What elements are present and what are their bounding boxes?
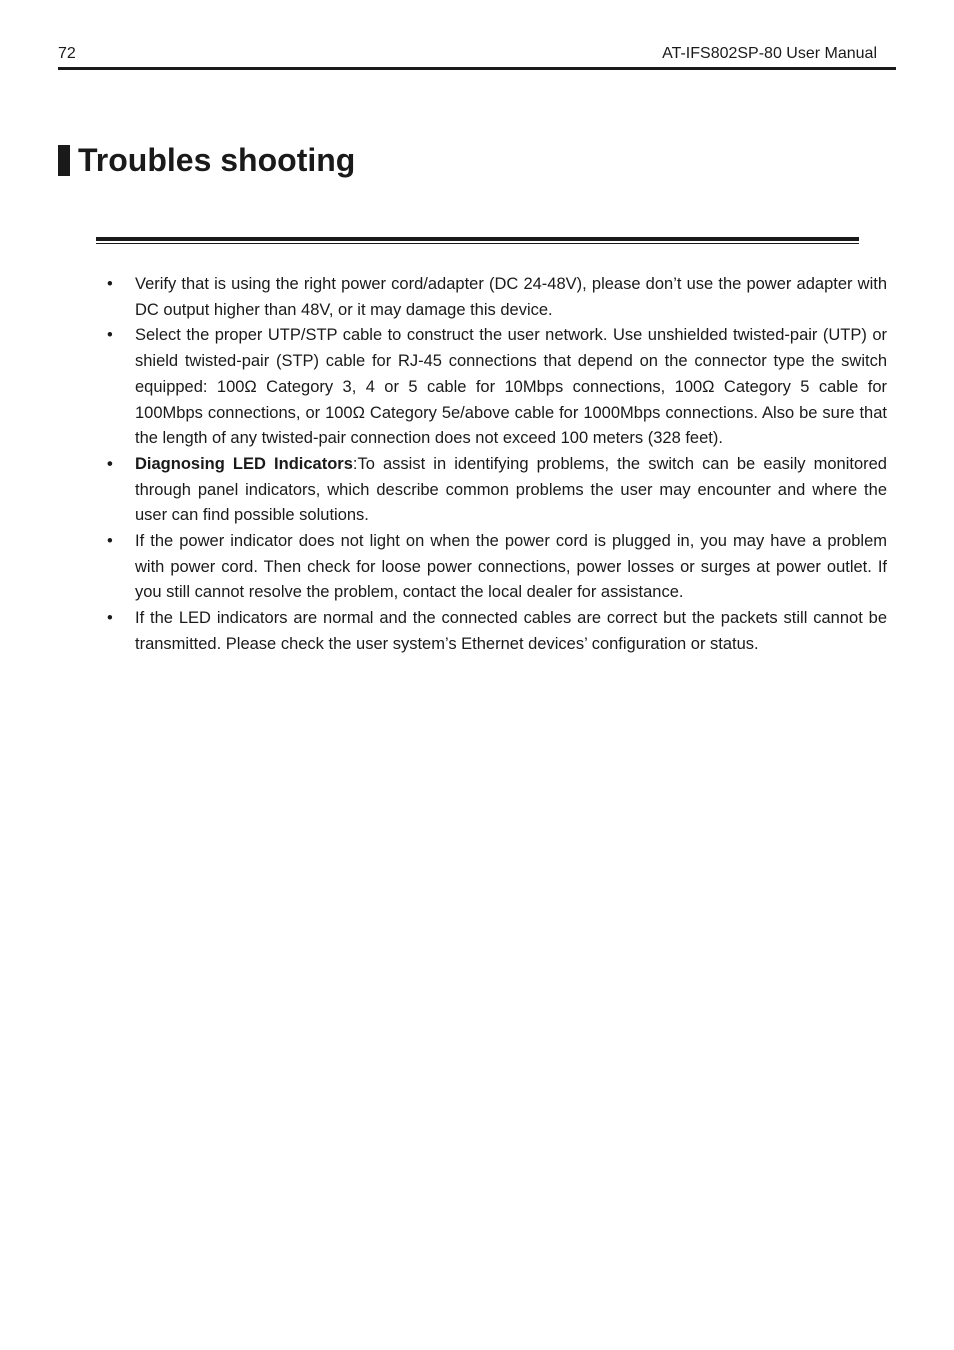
section-rule-thick <box>96 237 859 241</box>
bullet-marker: • <box>107 275 113 293</box>
list-item-text: Select the proper UTP/STP cable to construct the user network. Use unshielded twisted-pair (UTP) or shield twisted-pair (STP) cable for RJ-45 connections that depend on the connector type the switch equipped: 100Ω Category 3, 4 or 5 cable for 10Mbps connections, 100Ω Category 5 cable for 100Mbps connections, or 100Ω Category 5e/above cable for 1000Mbps connections. Also be sure that the length of any twisted-pair connection does not exceed 100 meters (328 feet). <box>135 326 887 448</box>
list-item-text: If the power indicator does not light on when the power cord is plugged in, you may have a problem with power cord. Then check for loose power connections, power losses or surges at power outlet. If you still cannot resolve the problem, contact the local dealer for assistance. <box>135 532 887 602</box>
list-item-lead: Diagnosing LED Indicators <box>135 454 353 473</box>
list-item <box>107 606 887 657</box>
list-item <box>107 529 887 606</box>
list-item <box>107 323 887 452</box>
section-rule-thin <box>96 243 859 244</box>
bullet-marker: • <box>107 326 113 345</box>
page-number: 72 <box>58 45 76 62</box>
troubleshooting-list <box>107 272 887 658</box>
bullet-marker: • <box>107 532 113 551</box>
list-item-text: :To assist in identifying problems, the switch can be easily monitored through panel indicators, which describe common problems the user may encounter and where the user can find possible solutions. <box>135 454 887 525</box>
section-title: Troubles shooting <box>78 142 356 178</box>
list-item <box>107 452 887 529</box>
manual-title: AT-IFS802SP-80 User Manual <box>662 45 877 62</box>
bullet-marker: • <box>107 609 113 628</box>
bullet-marker: • <box>107 454 113 473</box>
header-rule <box>58 67 896 70</box>
section-title-bar <box>58 145 70 176</box>
list-item-text: Verify that is using the right power cord/adapter (DC 24-48V), please don’t use the power adapter with DC output higher than 48V, or it may damage this device. <box>135 275 887 319</box>
list-item <box>107 272 887 323</box>
list-item-text: If the LED indicators are normal and the connected cables are correct but the packets still cannot be transmitted. Please check the user system’s Ethernet devices’ configuration or status. <box>135 609 887 653</box>
page-header <box>58 43 896 65</box>
